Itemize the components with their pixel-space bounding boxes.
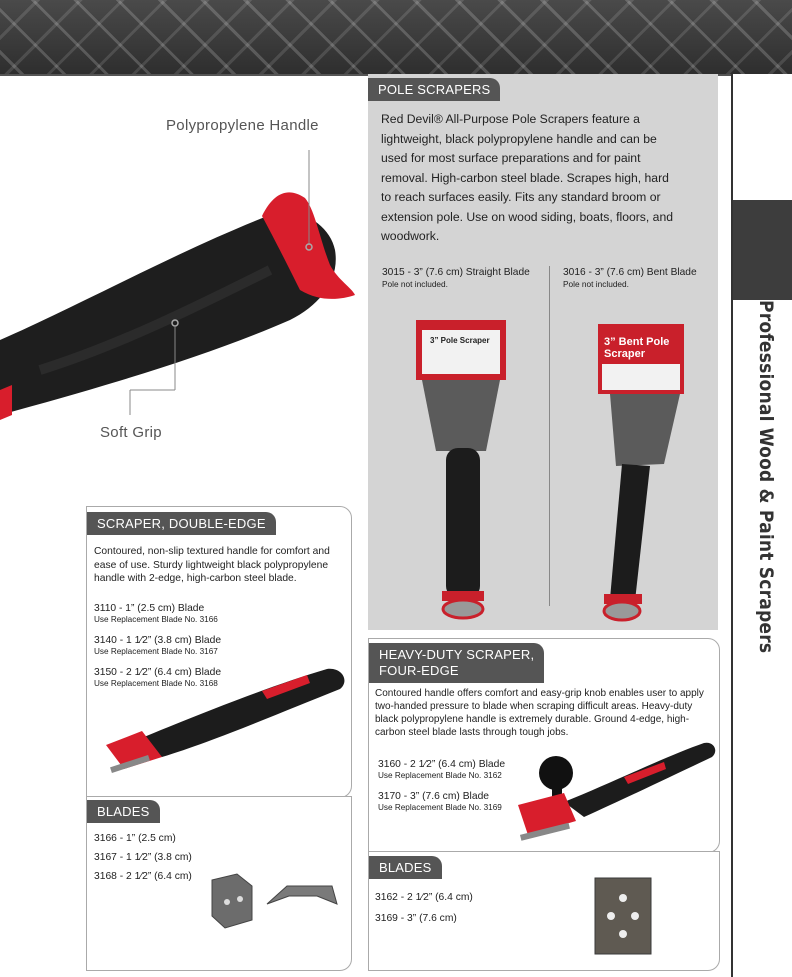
item-note: Use Replacement Blade No. 3162: [378, 771, 502, 780]
soft-grip-label: Soft Grip: [100, 424, 162, 441]
blades-right-title: BLADES: [369, 856, 442, 879]
pole-right-model-text: 3016 - 3” (7.6 cm) Bent Blade: [563, 267, 697, 278]
heavy-duty-card: [368, 638, 720, 853]
double-edge-card: [86, 506, 352, 798]
blades-left-title: BLADES: [87, 800, 160, 823]
bent-pack-label: 3” Bent Pole Scraper: [604, 336, 670, 360]
item-model: 3110 - 1” (2.5 cm) Blade: [94, 603, 205, 614]
heavy-duty-scraper-image: [514, 737, 719, 847]
pole-scrapers-panel: [368, 74, 718, 630]
pole-left-model: [382, 267, 530, 289]
pole-divider: [549, 266, 550, 606]
heavy-duty-title: [369, 643, 544, 683]
pole-scrapers-title: POLE SCRAPERS: [368, 78, 500, 101]
heavy-duty-item: [378, 791, 502, 812]
item-model: 3150 - 2 1⁄2” (6.4 cm) Blade: [94, 667, 222, 678]
pole-left-model-text: 3015 - 3” (7.6 cm) Straight Blade: [382, 267, 530, 278]
blade-item: 3162 - 2 1⁄2” (6.4 cm): [375, 892, 473, 903]
item-note: Use Replacement Blade No. 3169: [378, 803, 502, 812]
polypropylene-handle-label: Polypropylene Handle: [166, 117, 319, 134]
pole-right-note: Pole not included.: [563, 279, 629, 289]
item-model: 3170 - 3” (7.6 cm) Blade: [378, 791, 490, 802]
pole-scrapers-description: Red Devil® All-Purpose Pole Scrapers feature a lightweight, black polypropylene handle and can be used for most surface preparations and for paint removal. High-carbon steel blade. Scrapes high, hard to reach surfaces easily. Fits any standard broom or extension pole. Use on wood siding, boats, floors, and woodwork.: [381, 112, 674, 243]
side-title-text: Professional Wood & Paint Scrapers: [754, 300, 777, 654]
heavy-duty-description: Contoured handle offers comfort and easy-grip knob enables user to apply two-handed pressure to blade when scraping difficult areas. Heavy-duty black polypropylene handle is extremely durable. Ground 4-edge, high-carbon steel blade lasts through tough jobs.: [375, 688, 704, 738]
pole-right-model: [563, 267, 697, 289]
blades-left-card: [86, 796, 352, 971]
bent-pole-scraper-image: [580, 316, 700, 626]
item-model: 3140 - 1 1⁄2” (3.8 cm) Blade: [94, 635, 222, 646]
straight-pack-label: 3” Pole Scraper: [430, 336, 490, 345]
item-note: Use Replacement Blade No. 3166: [94, 615, 218, 624]
heavy-duty-title-line2: FOUR-EDGE: [379, 663, 459, 678]
double-edge-scraper-image: [102, 657, 347, 787]
side-tab-title: [733, 300, 792, 654]
double-edge-description: Contoured, non-slip textured handle for comfort and ease of use. Sturdy lightweight black polypropylene handle with 2-edge, high-carbon steel blade.: [94, 546, 330, 584]
diamond-plate-banner: [0, 0, 792, 76]
blade-item: 3169 - 3” (7.6 cm): [375, 913, 457, 924]
double-edge-item: [94, 635, 221, 656]
blade-item: 3166 - 1” (2.5 cm): [94, 833, 176, 844]
heavy-duty-title-line1: HEAVY-DUTY SCRAPER,: [379, 647, 535, 662]
four-edge-blade-image: [591, 874, 655, 960]
blade-item: 3167 - 1 1⁄2” (3.8 cm): [94, 852, 192, 863]
handle-closeup-image: [0, 130, 365, 430]
item-model: 3160 - 2 1⁄2” (6.4 cm) Blade: [378, 759, 506, 770]
item-note: Use Replacement Blade No. 3168: [94, 679, 218, 688]
straight-pole-scraper-image: [408, 316, 518, 626]
item-note: Use Replacement Blade No. 3167: [94, 647, 218, 656]
double-edge-title: SCRAPER, DOUBLE-EDGE: [87, 512, 276, 535]
double-edge-item: [94, 603, 218, 624]
replacement-blades-image: [207, 872, 347, 932]
blades-right-card: [368, 851, 720, 971]
heavy-duty-item: [378, 759, 505, 780]
side-tab-marker: [733, 200, 792, 300]
blade-item: 3168 - 2 1⁄2” (6.4 cm): [94, 871, 192, 882]
pole-left-note: Pole not included.: [382, 279, 448, 289]
